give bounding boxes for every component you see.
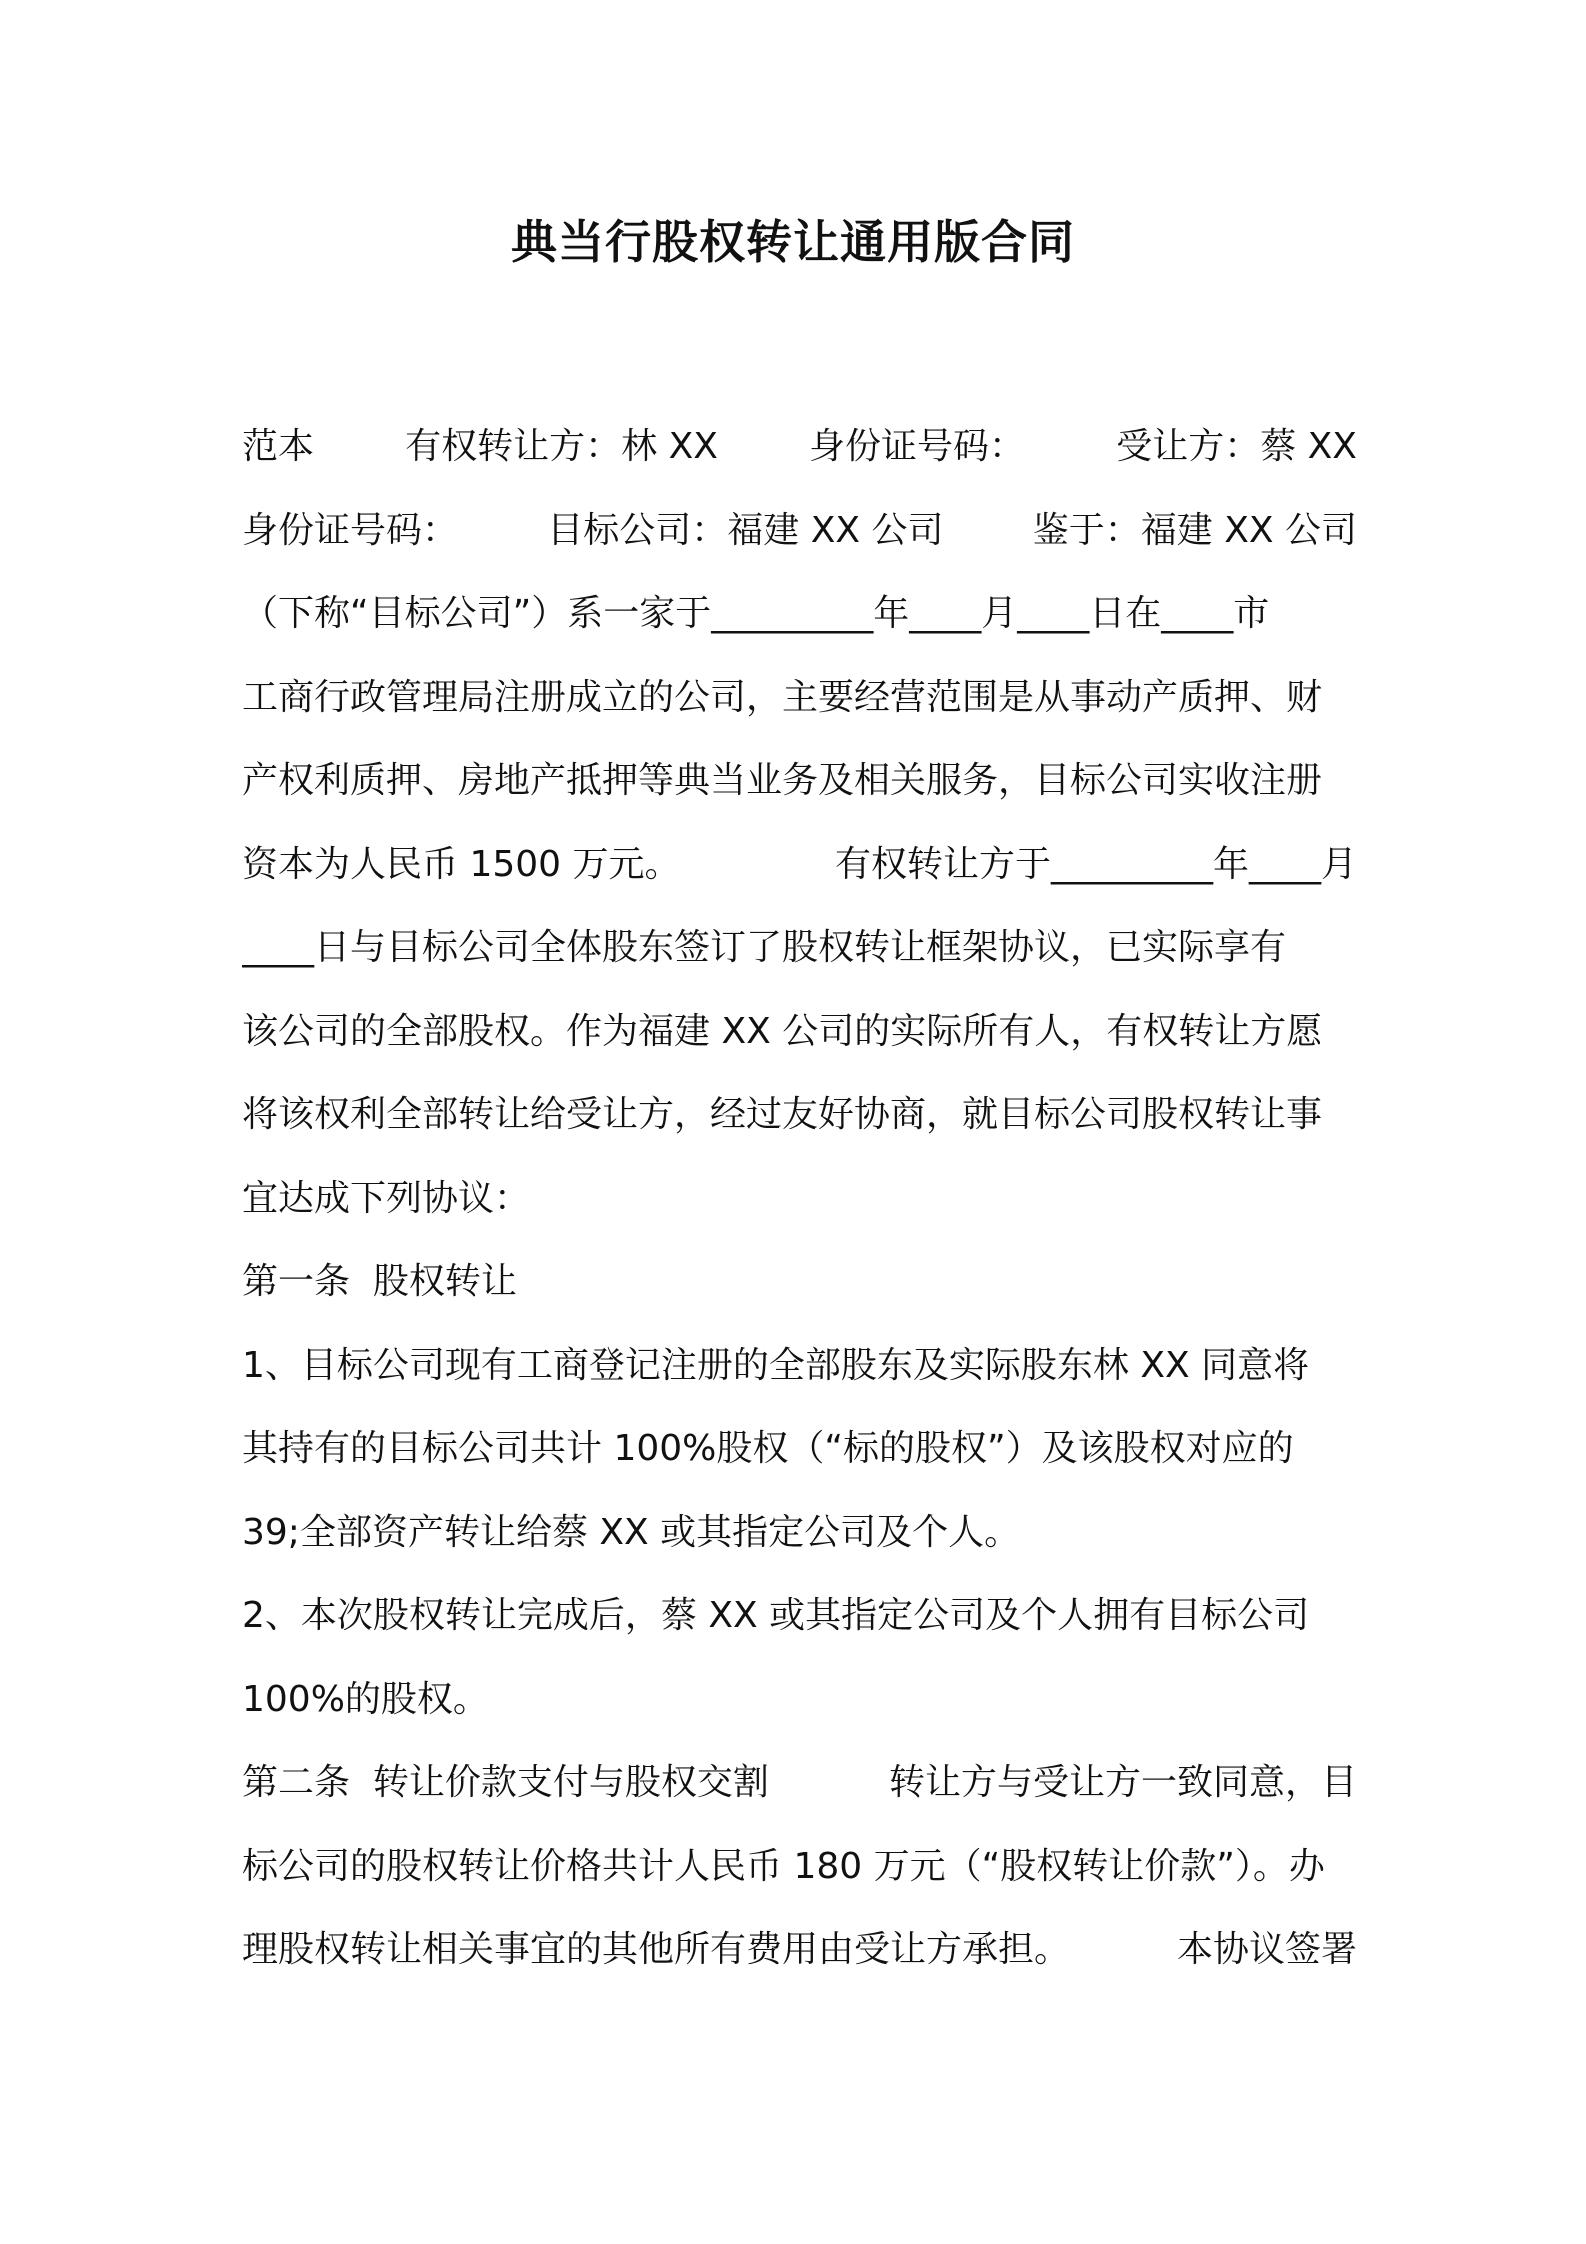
line-segment: 身份证号码：: [242, 509, 459, 551]
text-line: [242, 1404, 1357, 1488]
text-line: [242, 486, 1357, 570]
line-segment: 第二条 转让价款支付与股权交割: [242, 1762, 769, 1804]
line-segment: 1、目标公司现有工商登记注册的全部股东及实际股东林 XX 同意将: [242, 1344, 1310, 1386]
line-segment: （下称“目标公司”）系一家于_________年____月____日在____市: [242, 593, 1270, 635]
line-segment: 有权转让方：林 XX: [405, 426, 718, 468]
line-segment: 其持有的目标公司共计 100%股权（“标的股权”）及该股权对应的: [242, 1428, 1294, 1470]
text-line: [242, 1154, 1357, 1238]
line-segment: 范本: [242, 426, 315, 468]
text-line: [242, 653, 1357, 737]
line-segment: 转让方与受让方一致同意，目: [888, 1762, 1357, 1804]
document-body: [242, 402, 1357, 1989]
line-segment: 该公司的全部股权。作为福建 XX 公司的实际所有人，有权转让方愿: [242, 1010, 1323, 1052]
text-line: [242, 736, 1357, 820]
text-line: [242, 1655, 1357, 1739]
line-segment: 宜达成下列协议：: [242, 1177, 531, 1219]
line-segment: 受让方：蔡 XX: [1116, 426, 1357, 468]
line-segment: 本协议签署: [1176, 1929, 1357, 1971]
text-line: [242, 1488, 1357, 1572]
line-segment: 鉴于：福建 XX 公司: [1032, 509, 1357, 551]
text-line: [242, 1822, 1357, 1906]
line-segment: 有权转让方于_________年____月: [834, 843, 1357, 885]
text-line: [242, 987, 1357, 1071]
section-heading: [242, 1237, 1357, 1321]
line-segment: 2、本次股权转让完成后，蔡 XX 或其指定公司及个人拥有目标公司: [242, 1595, 1310, 1637]
text-line: [242, 820, 1357, 904]
line-segment: 第一条 股权转让: [242, 1261, 517, 1303]
line-segment: 资本为人民币 1500 万元。: [242, 843, 681, 885]
text-line: [242, 402, 1357, 486]
line-segment: 目标公司：福建 XX 公司: [547, 509, 944, 551]
document-title: 典当行股权转让通用版合同: [511, 215, 1075, 269]
line-segment: ____日与目标公司全体股东签订了股权转让框架协议，已实际享有: [242, 927, 1287, 969]
text-line: [242, 903, 1357, 987]
text-line: [242, 1905, 1357, 1989]
text-line: [242, 1571, 1357, 1655]
line-segment: 39;全部资产转让给蔡 XX 或其指定公司及个人。: [242, 1511, 1021, 1553]
line-segment: 将该权利全部转让给受让方，经过友好协商，就目标公司股权转让事: [242, 1094, 1323, 1136]
line-segment: 产权利质押、房地产抵押等典当业务及相关服务，目标公司实收注册: [242, 760, 1323, 802]
line-segment: 标公司的股权转让价格共计人民币 180 万元（“股权转让价款”）。办: [242, 1845, 1325, 1887]
line-segment: 理股权转让相关事宜的其他所有费用由受让方承担。: [242, 1929, 1071, 1971]
text-line: [242, 569, 1357, 653]
line-segment: 身份证号码：: [809, 426, 1026, 468]
line-segment: 100%的股权。: [242, 1678, 489, 1720]
text-line: [242, 1070, 1357, 1154]
line-segment: 工商行政管理局注册成立的公司，主要经营范围是从事动产质押、财: [242, 676, 1323, 718]
text-line: [242, 1321, 1357, 1405]
section-heading: [242, 1738, 1357, 1822]
